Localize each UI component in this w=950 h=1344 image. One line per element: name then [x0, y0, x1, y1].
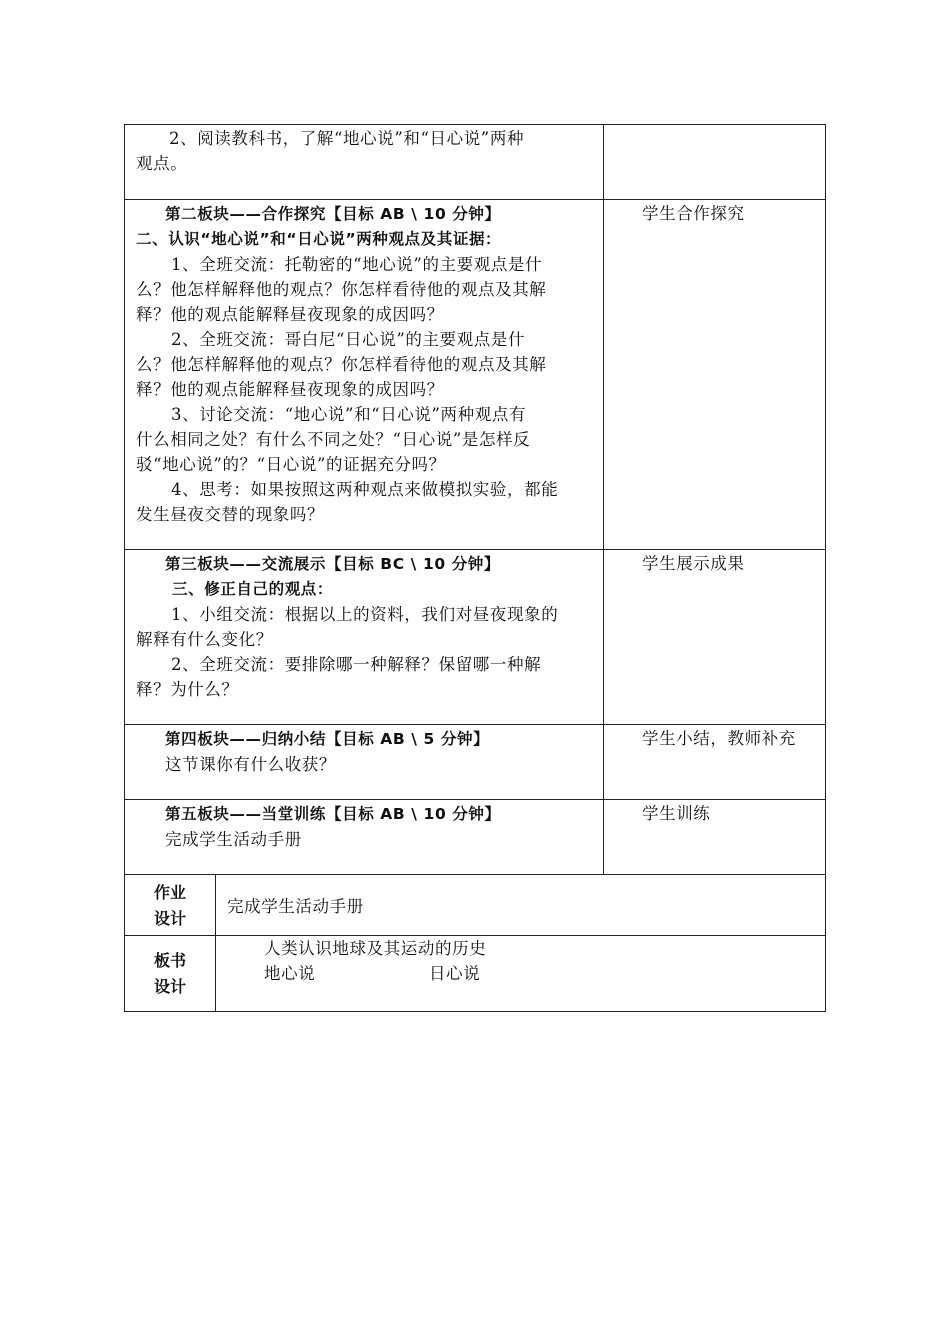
section-heading: 第四板块——归纳小结【目标 AB \ 5 分钟】 — [165, 730, 490, 748]
activity-cell — [125, 125, 604, 200]
student-activity-cell — [604, 725, 825, 800]
board-label: 板书 — [153, 951, 186, 970]
text-line: 1、小组交流：根据以上的资料，我们对昼夜现象的 — [171, 605, 559, 624]
homework-label-cell — [125, 875, 216, 936]
text-line: 解释有什么变化？ — [136, 630, 273, 649]
text-line: 1、全班交流：托勒密的“地心说”的主要观点是什 — [171, 255, 543, 274]
text-line: 这节课你有什么收获？ — [165, 755, 336, 774]
homework-content: 完成学生活动手册 — [227, 897, 364, 916]
section-subheading: 三、修正自己的观点： — [172, 580, 334, 598]
homework-label: 作业 — [153, 883, 186, 902]
activity-cell — [125, 200, 604, 550]
text-line: 2、阅读教科书，了解“地心说”和“日心说”两种 — [169, 129, 525, 148]
activity-cell — [125, 725, 604, 800]
board-design-row — [124, 935, 826, 1012]
text-line: 发生昼夜交替的现象吗？ — [136, 505, 325, 524]
board-item: 地心说 — [264, 964, 316, 983]
homework-content-cell — [216, 875, 825, 936]
board-title: 人类认识地球及其运动的历史 — [264, 939, 487, 958]
student-activity-text: 学生训练 — [642, 804, 711, 823]
section-heading: 第二板块——合作探究【目标 AB \ 10 分钟】 — [165, 205, 501, 223]
homework-row — [124, 874, 826, 936]
text-line: 3、讨论交流：“地心说”和“日心说”两种观点有 — [171, 405, 527, 424]
text-line: 驳“地心说”的？“日心说”的证据充分吗？ — [136, 455, 446, 474]
student-activity-text: 学生合作探究 — [642, 204, 745, 223]
section-subheading: 二、认识“地心说”和“日心说”两种观点及其证据： — [136, 230, 502, 248]
text-line: 什么相同之处？有什么不同之处？“日心说”是怎样反 — [136, 430, 531, 449]
text-line: 么？他怎样解释他的观点？你怎样看待他的观点及其解 — [136, 280, 547, 299]
text-line: 4、思考：如果按照这两种观点来做模拟实验，都能 — [171, 480, 559, 499]
text-line: 释？他的观点能解释昼夜现象的成因吗？ — [136, 380, 444, 399]
text-line: 观点。 — [136, 154, 188, 173]
board-item: 日心说 — [429, 964, 481, 983]
student-activity-cell — [604, 200, 825, 550]
board-content-cell — [216, 936, 825, 1011]
table-row — [124, 124, 826, 200]
table-row — [124, 199, 826, 550]
table-row — [124, 724, 826, 800]
board-label-cell — [125, 936, 216, 1011]
student-activity-text: 学生展示成果 — [642, 554, 745, 573]
table-row — [124, 799, 826, 875]
text-line: 2、全班交流：哥白尼“日心说”的主要观点是什 — [171, 330, 526, 349]
table-row — [124, 549, 826, 725]
text-line: 2、全班交流：要排除哪一种解释？保留哪一种解 — [171, 655, 542, 674]
board-label: 设计 — [153, 977, 186, 996]
activity-cell — [125, 800, 604, 875]
text-line: 么？他怎样解释他的观点？你怎样看待他的观点及其解 — [136, 355, 547, 374]
student-activity-cell — [604, 125, 825, 200]
student-activity-cell — [604, 550, 825, 725]
text-line: 释？为什么？ — [136, 680, 239, 699]
activity-cell — [125, 550, 604, 725]
student-activity-cell — [604, 800, 825, 875]
section-heading: 第三板块——交流展示【目标 BC \ 10 分钟】 — [165, 555, 501, 573]
text-line: 完成学生活动手册 — [165, 830, 302, 849]
homework-label: 设计 — [153, 909, 186, 928]
section-heading: 第五板块——当堂训练【目标 AB \ 10 分钟】 — [165, 805, 501, 823]
student-activity-text: 学生小结，教师补充 — [642, 729, 796, 748]
text-line: 释？他的观点能解释昼夜现象的成因吗？ — [136, 305, 444, 324]
